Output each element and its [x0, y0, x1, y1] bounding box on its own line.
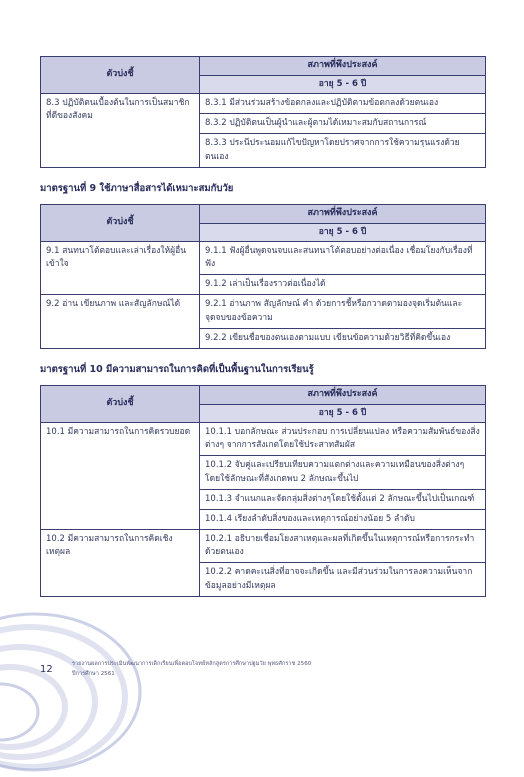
- desired-item: 10.2.2 คาดคะเนสิ่งที่อาจจะเกิดขึ้น และมีส่วนร่วมในการลงความเห็นจากข้อมูลอย่างมีเหตุผล: [200, 563, 486, 596]
- desired-item: 9.1.1 ฟังผู้อื่นพูดจนจบและสนทนาโต้ตอบอย่างต่อเนื่อง เชื่อมโยงกับเรื่องที่ฟัง: [200, 241, 486, 274]
- indicator-header: ตัวบ่งชี้: [41, 204, 200, 241]
- indicator-header: ตัวบ่งชี้: [41, 385, 200, 422]
- desired-item: 9.2.2 เขียนชื่อของตนเองตามแบบ เขียนข้อความด้วยวิธีที่คิดขึ้นเอง: [200, 328, 486, 348]
- standard-8-table: [40, 56, 486, 168]
- page-number: 12: [40, 664, 53, 675]
- footer-line-1: รายงานผลการประเมินพัฒนาการเด็กเรียนเพื่อตอบโจทย์หลักสูตรการศึกษาปฐมวัย พุทธศักราช 2560: [72, 661, 312, 667]
- age-header: อายุ 5 - 6 ปี: [200, 404, 486, 422]
- desired-item: 8.3.1 มีส่วนร่วมสร้างข้อตกลงและปฏิบัติตามข้อตกลงด้วยตนเอง: [200, 94, 486, 114]
- desired-item: 9.2.1 อ่านภาพ สัญลักษณ์ คำ ด้วยการชี้หรือกวาดตามองจุดเริ่มต้นและจุดจบของข้อความ: [200, 295, 486, 328]
- indicator-cell: 10.1 มีความสามารถในการคิดรวบยอด: [41, 423, 200, 530]
- indicator-cell: 9.2 อ่าน เขียนภาพ และสัญลักษณ์ได้: [41, 295, 200, 349]
- desired-item: 8.3.3 ประนีประนอมแก้ไขปัญหาโดยปราศจากการใช้ความรุนแรงด้วยตนเอง: [200, 134, 486, 167]
- desired-state-header: สภาพที่พึงประสงค์: [200, 204, 486, 223]
- footer-caption: [72, 660, 402, 679]
- age-header: อายุ 5 - 6 ปี: [200, 75, 486, 93]
- desired-item: 10.1.4 เรียงลำดับสิ่งของและเหตุการณ์อย่างน้อย 5 ลำดับ: [200, 509, 486, 529]
- desired-item: 10.1.2 จับคู่และเปรียบเทียบความแตกต่างและความเหมือนของสิ่งต่างๆ โดยใช้ลักษณะที่สังเกตพบ 2 ลักษณะขึ้นไป: [200, 456, 486, 489]
- desired-item: 9.1.2 เล่าเป็นเรื่องราวต่อเนื่องได้: [200, 275, 486, 295]
- desired-item: 10.2.1 อธิบายเชื่อมโยงสาเหตุและผลที่เกิดขึ้นในเหตุการณ์หรือการกระทำด้วยตนเอง: [200, 530, 486, 563]
- standard-9-table: [40, 204, 486, 349]
- age-header: อายุ 5 - 6 ปี: [200, 223, 486, 241]
- desired-item: 10.1.3 จำแนกและจัดกลุ่มสิ่งต่างๆโดยใช้ตั้งแต่ 2 ลักษณะขึ้นไปเป็นเกณฑ์: [200, 489, 486, 509]
- indicator-cell: 9.1 สนทนาโต้ตอบและเล่าเรื่องให้ผู้อื่นเข้าใจ: [41, 241, 200, 295]
- standard-10-title: มาตรฐานที่ 10 มีความสามารถในการคิดที่เป็นพื้นฐานในการเรียนรู้: [40, 363, 314, 375]
- indicator-cell: 8.3 ปฏิบัติตนเบื้องต้นในการเป็นสมาชิกที่ดีของสังคม: [41, 94, 200, 168]
- footer-line-2: ปีการศึกษา 2561: [72, 670, 115, 677]
- desired-item: 10.1.1 บอกลักษณะ ส่วนประกอบ การเปลี่ยนแปลง หรือความสัมพันธ์ของสิ่งต่างๆ จากการสังเกตโดยใช้ประสาทสัมผัส: [200, 423, 486, 456]
- desired-state-header: สภาพที่พึงประสงค์: [200, 385, 486, 404]
- page-content: [40, 56, 486, 597]
- standard-10-table: [40, 385, 486, 597]
- indicator-header: ตัวบ่งชี้: [41, 57, 200, 94]
- indicator-cell: 10.2 มีความสามารถในการคิดเชิงเหตุผล: [41, 530, 200, 597]
- desired-state-header: สภาพที่พึงประสงค์: [200, 57, 486, 76]
- desired-item: 8.3.2 ปฏิบัติตนเป็นผู้นำและผู้ตามได้เหมาะสมกับสถานการณ์: [200, 114, 486, 134]
- standard-9-title: มาตรฐานที่ 9 ใช้ภาษาสื่อสารได้เหมาะสมกับวัย: [40, 182, 234, 194]
